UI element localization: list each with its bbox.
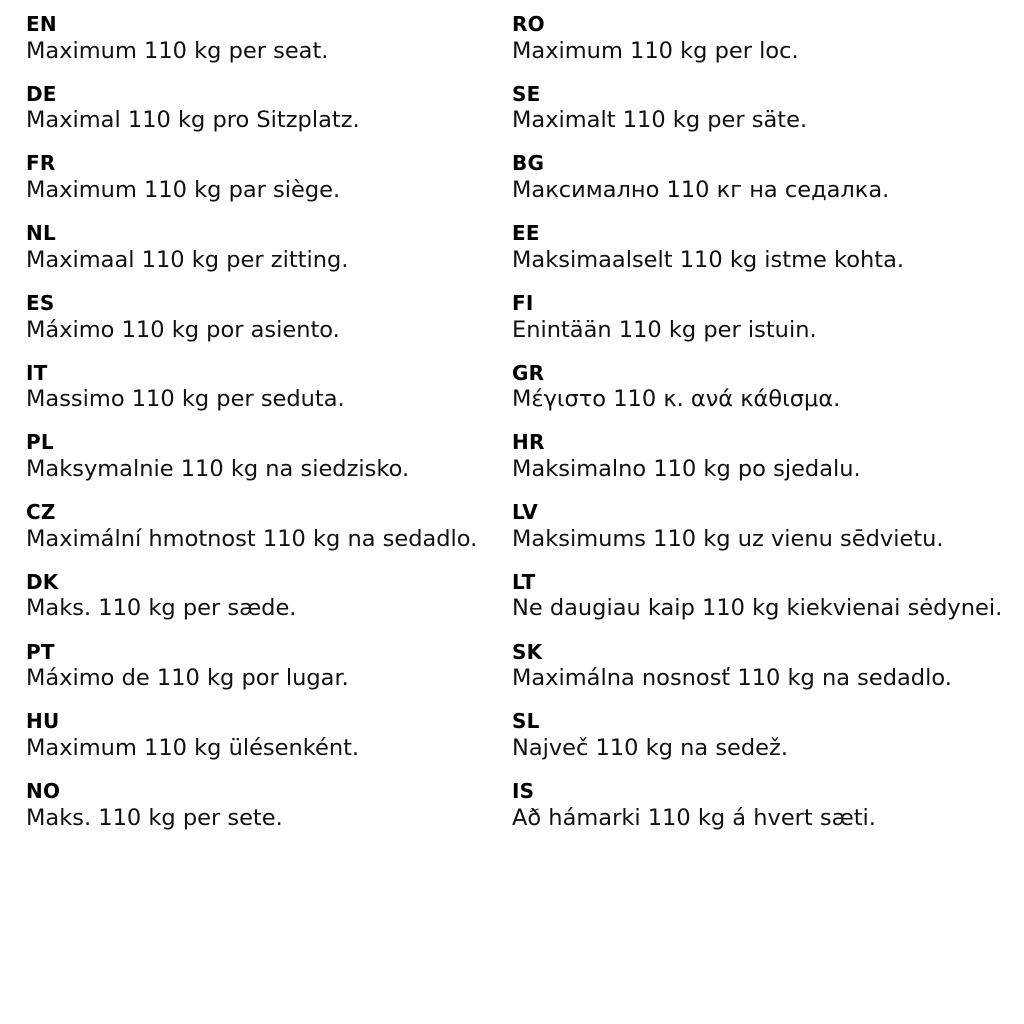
language-code: IS xyxy=(512,779,535,804)
language-code: CZ xyxy=(26,500,56,525)
language-entry xyxy=(512,360,998,413)
language-code: PL xyxy=(26,430,54,455)
language-text: Maksimaalselt 110 kg istme kohta. xyxy=(512,246,905,273)
language-text: Maximálna nosnosť 110 kg na sedadlo. xyxy=(512,665,952,692)
language-entry xyxy=(26,360,494,413)
language-code: FR xyxy=(26,151,56,176)
language-text: Máximo 110 kg por asiento. xyxy=(26,316,340,343)
language-text: Maksymalnie 110 kg na siedzisko. xyxy=(26,456,410,482)
language-code: NL xyxy=(26,221,56,246)
language-text: Maximum 110 kg per loc. xyxy=(512,37,799,64)
language-code: FI xyxy=(512,290,534,315)
language-code: LT xyxy=(512,569,536,594)
language-text: Maximum 110 kg par siège. xyxy=(26,177,341,204)
language-text: Máximo de 110 kg por lugar. xyxy=(26,665,349,692)
language-code: ES xyxy=(26,290,55,315)
language-text: Maximaal 110 kg per zitting. xyxy=(26,246,349,273)
language-entry xyxy=(26,14,494,64)
language-code: HR xyxy=(512,430,545,455)
language-code: BG xyxy=(512,151,545,176)
language-code: NO xyxy=(26,779,61,804)
language-entry xyxy=(512,81,998,134)
language-text: Maksimums 110 kg uz vienu sēdvietu. xyxy=(512,525,944,552)
language-entry xyxy=(512,711,998,761)
language-entry xyxy=(26,290,494,343)
language-text: Maximum 110 kg ülésenként. xyxy=(26,734,360,761)
language-text: Massimo 110 kg per seduta. xyxy=(26,386,345,413)
language-text: Maks. 110 kg per sæde. xyxy=(26,595,297,622)
language-entry xyxy=(26,711,494,761)
language-text: Að hámarki 110 kg á hvert sæti. xyxy=(512,804,876,831)
language-code: GR xyxy=(512,360,545,385)
right-column xyxy=(512,12,1003,831)
language-code: SK xyxy=(512,639,543,664)
language-entry xyxy=(26,502,494,552)
language-code: HU xyxy=(26,709,60,734)
language-text: Maximum 110 kg per seat. xyxy=(26,37,329,64)
language-entry xyxy=(26,639,494,692)
language-code: EE xyxy=(512,221,540,246)
language-entry xyxy=(512,290,998,343)
language-entry xyxy=(512,639,998,692)
language-code: PT xyxy=(26,639,55,664)
language-entry xyxy=(26,81,494,134)
language-entry xyxy=(512,569,1003,622)
left-column xyxy=(26,14,512,831)
language-text: Maximalt 110 kg per säte. xyxy=(512,107,808,134)
language-code: DK xyxy=(26,569,59,594)
language-text: Maksimalno 110 kg po sjedalu. xyxy=(512,456,861,482)
language-text: Maximální hmotnost 110 kg na sedadlo. xyxy=(26,525,478,552)
language-code: LV xyxy=(512,500,538,525)
language-code: EN xyxy=(26,12,57,36)
language-code: SL xyxy=(512,709,540,734)
language-code: RO xyxy=(512,12,545,36)
language-code: DE xyxy=(26,81,57,106)
language-entry xyxy=(26,223,494,273)
language-text: Максимално 110 кг на седалка. xyxy=(512,177,890,204)
language-entry xyxy=(512,781,998,831)
language-entry xyxy=(512,14,998,64)
language-entry xyxy=(512,153,998,203)
language-text: Največ 110 kg na sedež. xyxy=(512,734,788,761)
language-entry xyxy=(26,569,494,622)
language-text: Maximal 110 kg pro Sitzplatz. xyxy=(26,107,360,134)
language-entry xyxy=(26,781,494,831)
language-entry xyxy=(512,502,998,552)
language-text: Ne daugiau kaip 110 kg kiekvienai sėdynei. xyxy=(512,595,1003,622)
language-code: IT xyxy=(26,360,48,385)
language-text: Enintään 110 kg per istuin. xyxy=(512,316,817,343)
language-entry xyxy=(512,223,998,273)
language-entry xyxy=(512,432,998,482)
language-text: Maks. 110 kg per sete. xyxy=(26,804,283,831)
language-code: SE xyxy=(512,81,541,106)
language-entry xyxy=(26,153,494,203)
language-entry xyxy=(26,432,494,482)
language-text: Μέγιστο 110 κ. ανά κάθισμα. xyxy=(512,386,841,413)
